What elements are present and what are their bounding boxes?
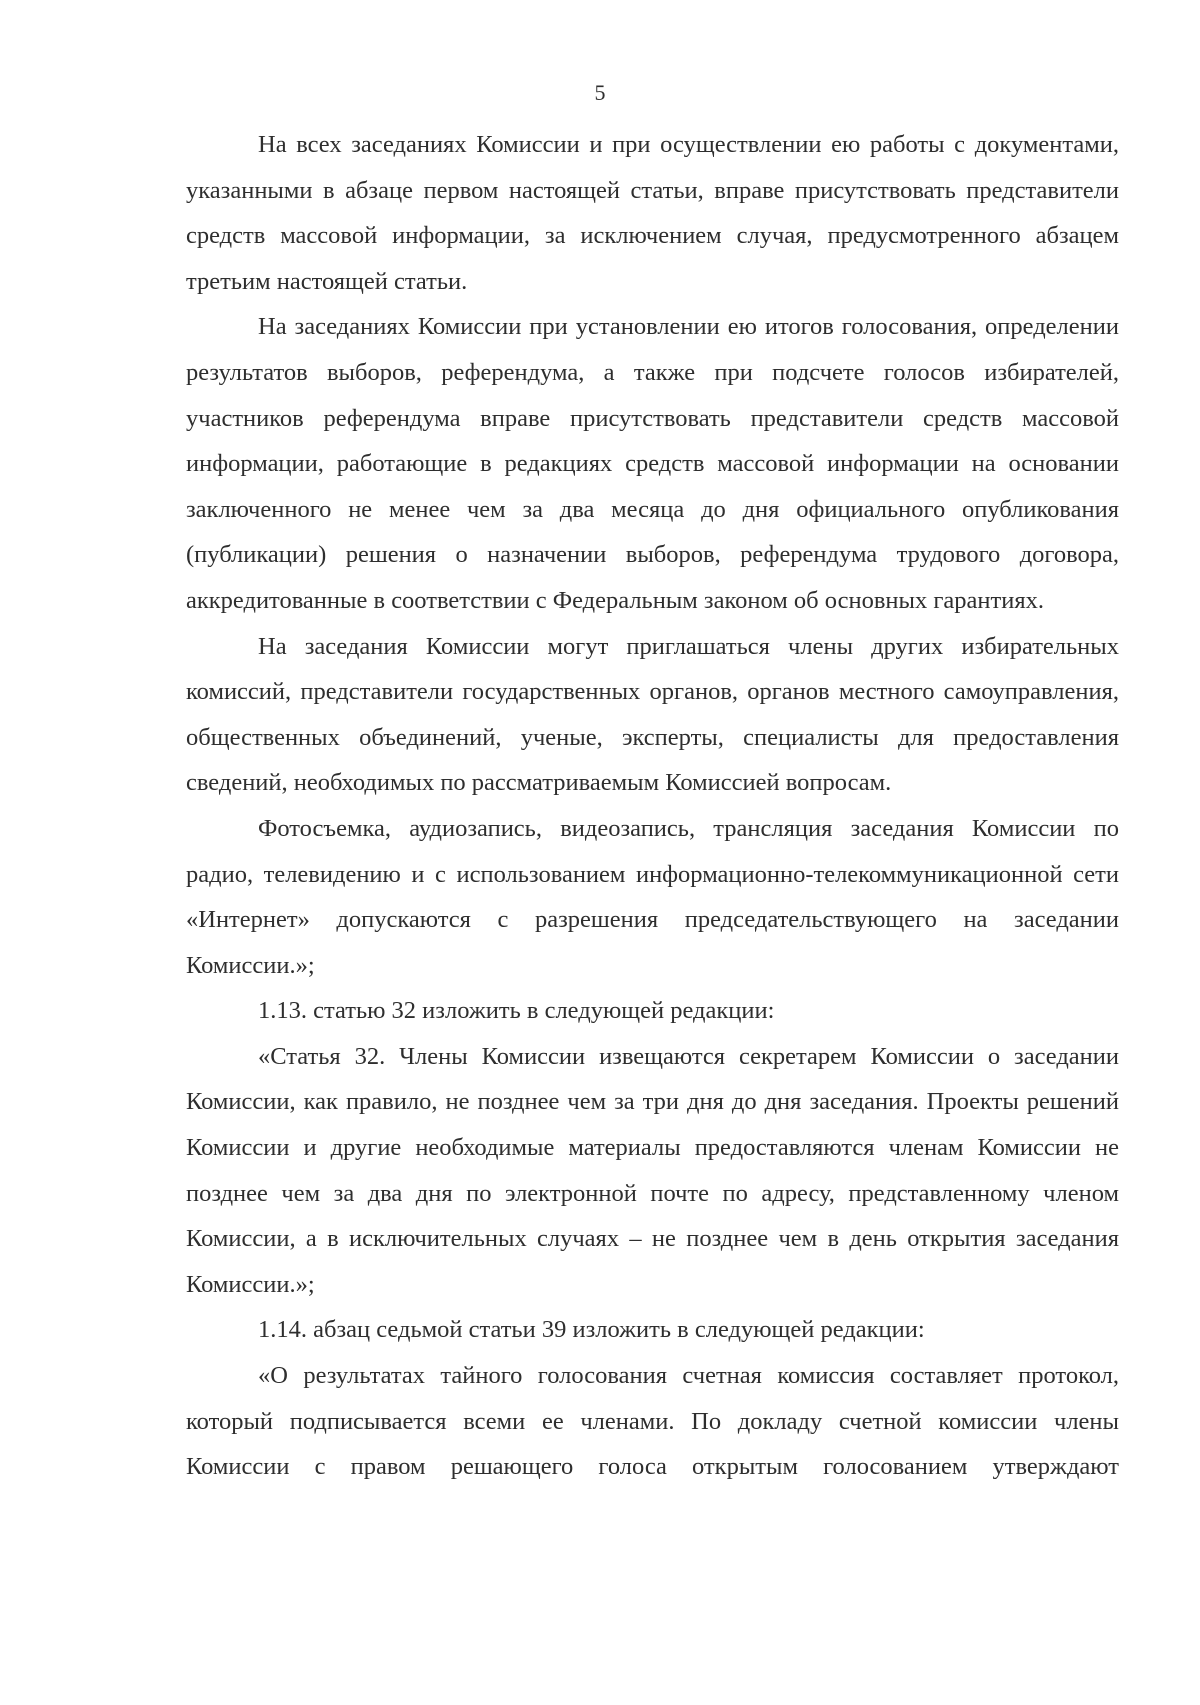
paragraph-vote-count-media: На заседаниях Комиссии при установлении ею итогов голосования, определении результатов выборов, референдума, а также при подсчете голосов избирателей, участников референдума вправе присутствовать представители средств массовой информации, работающие в редакциях средств массовой информации на основании заключенного не менее чем за два месяца до дня официального опубликования (публикации) решения о назначении выборов, референдума трудового договора, аккредитованные в соответствии с Федеральным законом об основных гарантиях. bbox=[186, 313, 1119, 614]
paragraph-photo-video: Фотосъемка, аудиозапись, видеозапись, трансляция заседания Комиссии по радио, телевидению и с использованием информационно-телекоммуникационной сети «Интернет» допускаются с разрешения председательствующего на заседании Комиссии.»; bbox=[186, 814, 1119, 979]
paragraph-item-1-13: 1.13. статью 32 изложить в следующей редакции: bbox=[258, 997, 775, 1025]
document-body bbox=[186, 122, 1119, 1490]
paragraph-invited-persons: На заседания Комиссии могут приглашаться члены других избирательных комиссий, представители государственных органов, органов местного самоуправления, общественных объединений, ученые, эксперты, специалисты для предоставления сведений, необходимых по рассматриваемым Комиссией вопросам. bbox=[186, 632, 1119, 797]
paragraph-article-32: «Статья 32. Члены Комиссии извещаются секретарем Комиссии о заседании Комиссии, как правило, не позднее чем за три дня до дня заседания. Проекты решений Комиссии и другие необходимые материалы предоставляются членам Комиссии не позднее чем за два дня по электронной почте по адресу, представленному членом Комиссии, а в исключительных случаях – не позднее чем в день открытия заседания Комиссии.»; bbox=[186, 1042, 1119, 1298]
paragraph-secret-ballot: «О результатах тайного голосования счетная комиссия составляет протокол, который подписывается всеми ее членами. По докладу счетной комиссии члены Комиссии с правом решающего голоса открытым голосованием утверждают bbox=[186, 1362, 1119, 1481]
paragraph-media-presence: На всех заседаниях Комиссии и при осуществлении ею работы с документами, указанными в абзаце первом настоящей статьи, вправе присутствовать представители средств массовой информации, за исключением случая, предусмотренного абзацем третьим настоящей статьи. bbox=[186, 131, 1119, 295]
page-number: 5 bbox=[594, 80, 606, 105]
paragraph-item-1-14: 1.14. абзац седьмой статьи 39 изложить в следующей редакции: bbox=[258, 1316, 925, 1344]
